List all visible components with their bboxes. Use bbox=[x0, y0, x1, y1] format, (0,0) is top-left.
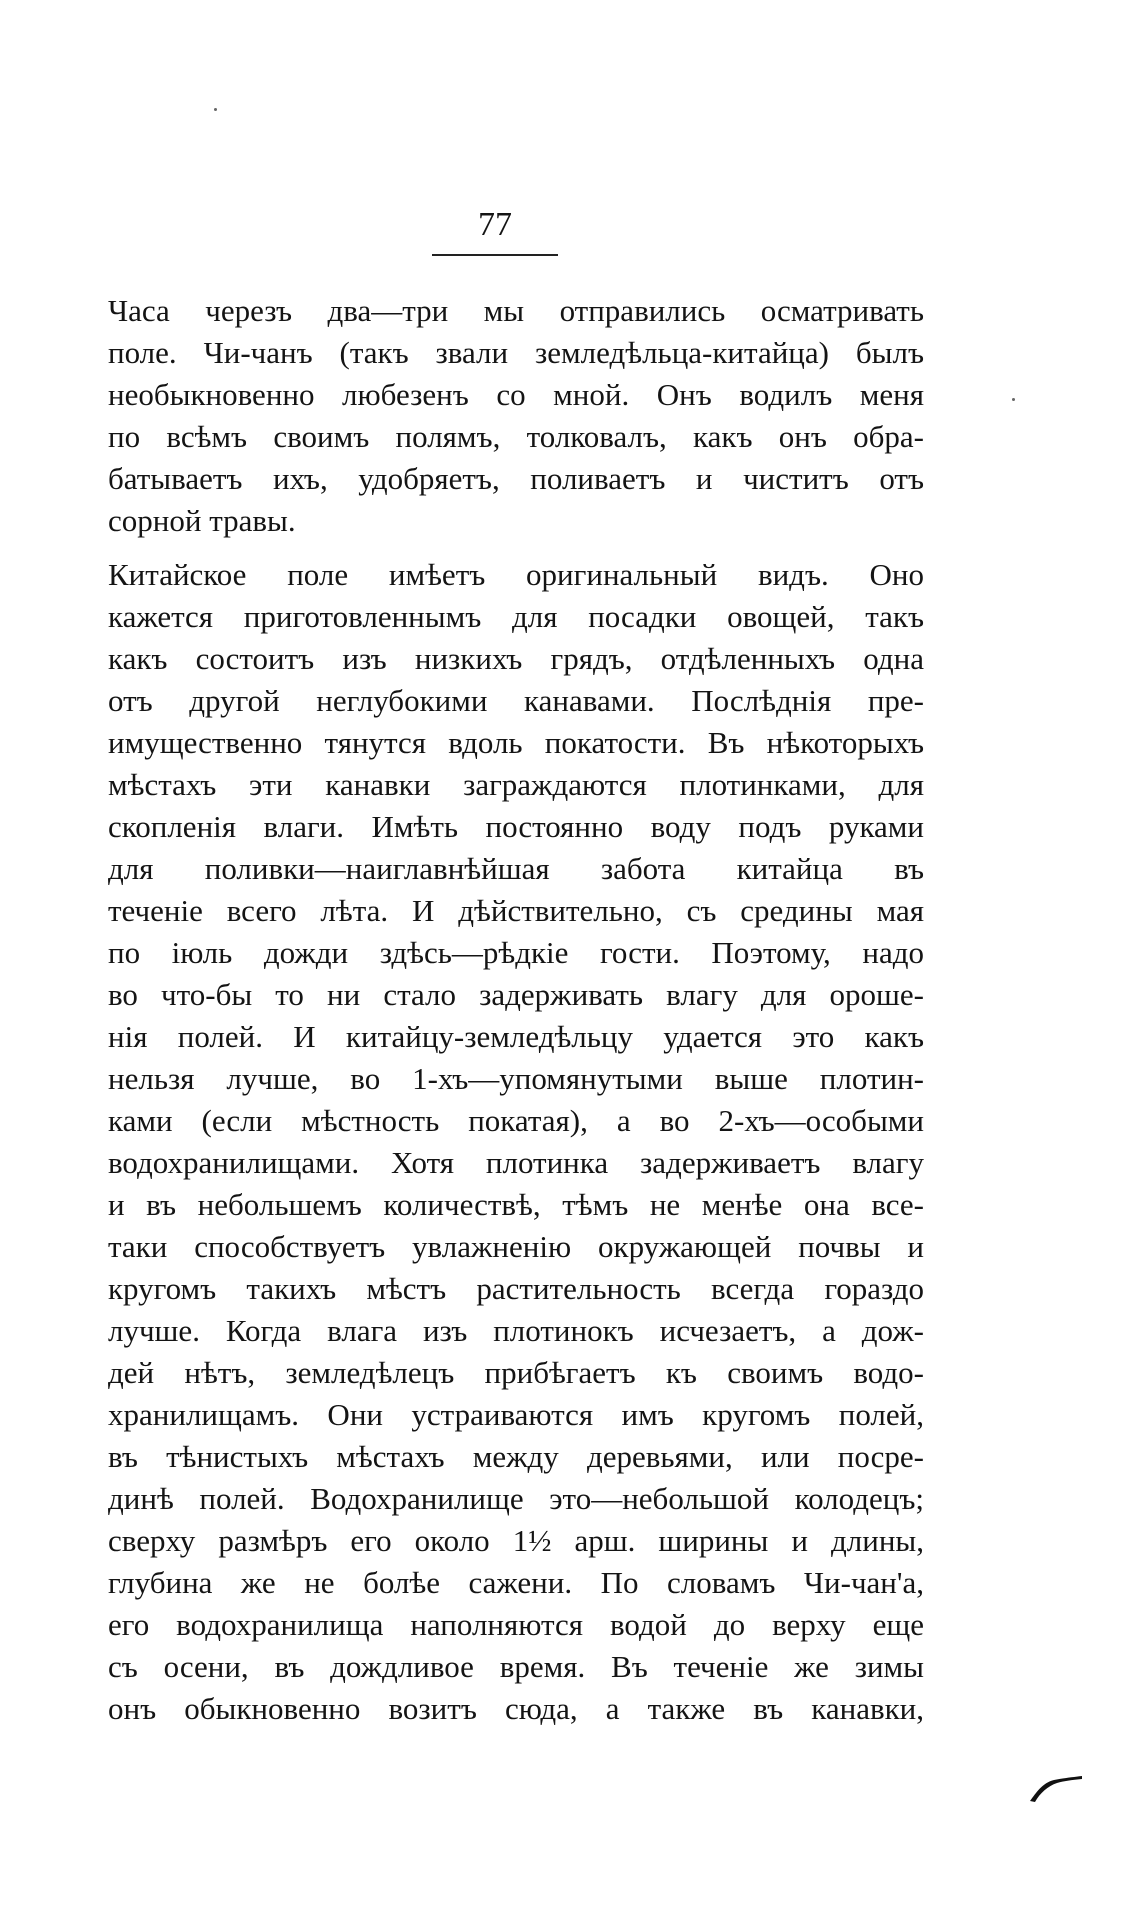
text-line: нельзя лучше, во 1-хъ—упомянутыми выше плотин- bbox=[108, 1061, 924, 1096]
text-line: во что-бы то ни стало задерживать влагу для ороше- bbox=[108, 977, 924, 1012]
text-line: таки способствуетъ увлажненію окружающей почвы и bbox=[108, 1229, 924, 1264]
paragraph bbox=[108, 290, 924, 542]
text-line: его водохранилища наполняются водой до верху еще bbox=[108, 1607, 924, 1642]
text-line: кажется приготовленнымъ для посадки овощей, такъ bbox=[108, 599, 924, 634]
text-line: теченіе всего лѣта. И дѣйствительно, съ средины мая bbox=[108, 893, 924, 928]
text-line: хранилищамъ. Они устраиваются имъ кругомъ полей, bbox=[108, 1397, 924, 1432]
text-line: Китайское поле имѣетъ оригинальный видъ. Оно bbox=[108, 557, 924, 592]
text-line: ками (если мѣстность покатая), а во 2-хъ—особыми bbox=[108, 1103, 924, 1138]
text-line: какъ состоитъ изъ низкихъ грядъ, отдѣленныхъ одна bbox=[108, 641, 924, 676]
text-line: динѣ полей. Водохранилище это—небольшой колодецъ; bbox=[108, 1481, 924, 1516]
text-line: лучше. Когда влага изъ плотинокъ исчезаетъ, а дож- bbox=[108, 1313, 924, 1348]
text-line: въ тѣнистыхъ мѣстахъ между деревьями, или посре- bbox=[108, 1439, 924, 1474]
text-line: мѣстахъ эти канавки заграждаются плотинками, для bbox=[108, 767, 924, 802]
paragraph-gap bbox=[108, 542, 924, 554]
speck-mark bbox=[214, 108, 217, 111]
paragraph bbox=[108, 554, 924, 1730]
text-line: батываетъ ихъ, удобряетъ, поливаетъ и чиститъ отъ bbox=[108, 461, 924, 496]
text-line: нія полей. И китайцу-земледѣльцу удается это какъ bbox=[108, 1019, 924, 1054]
text-line: онъ обыкновенно возитъ сюда, а также въ канавки, bbox=[108, 1691, 924, 1726]
text-line: глубина же не болѣе сажени. По словамъ Чи-чан'а, bbox=[108, 1565, 924, 1600]
text-line: и въ небольшемъ количествѣ, тѣмъ не менѣе она все- bbox=[108, 1187, 924, 1222]
text-line: сорной травы. bbox=[108, 503, 296, 538]
text-line: сверху размѣръ его около 1½ арш. ширины и длины, bbox=[108, 1523, 924, 1558]
text-line: имущественно тянутся вдоль покатости. Въ нѣкоторыхъ bbox=[108, 725, 924, 760]
body-text bbox=[108, 290, 924, 1730]
text-line: по всѣмъ своимъ полямъ, толковалъ, какъ онъ обра- bbox=[108, 419, 924, 454]
text-line: необыкновенно любезенъ со мной. Онъ водилъ меня bbox=[108, 377, 924, 412]
text-line: поле. Чи-чанъ (такъ звали земледѣльца-китайца) былъ bbox=[108, 335, 924, 370]
text-line: съ осени, въ дождливое время. Въ теченіе же зимы bbox=[108, 1649, 924, 1684]
text-line: отъ другой неглубокими канавами. Послѣднія пре- bbox=[108, 683, 924, 718]
text-line: дей нѣтъ, земледѣлецъ прибѣгаетъ къ своимъ водо- bbox=[108, 1355, 924, 1390]
text-line: скопленія влаги. Имѣть постоянно воду подъ руками bbox=[108, 809, 924, 844]
page-number: 77 bbox=[478, 206, 512, 243]
text-line: для поливки—наиглавнѣйшая забота китайца въ bbox=[108, 851, 924, 886]
ink-stroke-mark bbox=[1028, 1773, 1084, 1803]
text-line: кругомъ такихъ мѣстъ растительность всегда гораздо bbox=[108, 1271, 924, 1306]
text-line: водохранилищами. Хотя плотинка задерживаетъ влагу bbox=[108, 1145, 924, 1180]
text-line: по іюль дожди здѣсь—рѣдкіе гости. Поэтому, надо bbox=[108, 935, 924, 970]
page-number-rule bbox=[432, 254, 558, 256]
text-line: Часа черезъ два—три мы отправились осматривать bbox=[108, 293, 924, 328]
speck-mark bbox=[1012, 398, 1015, 401]
